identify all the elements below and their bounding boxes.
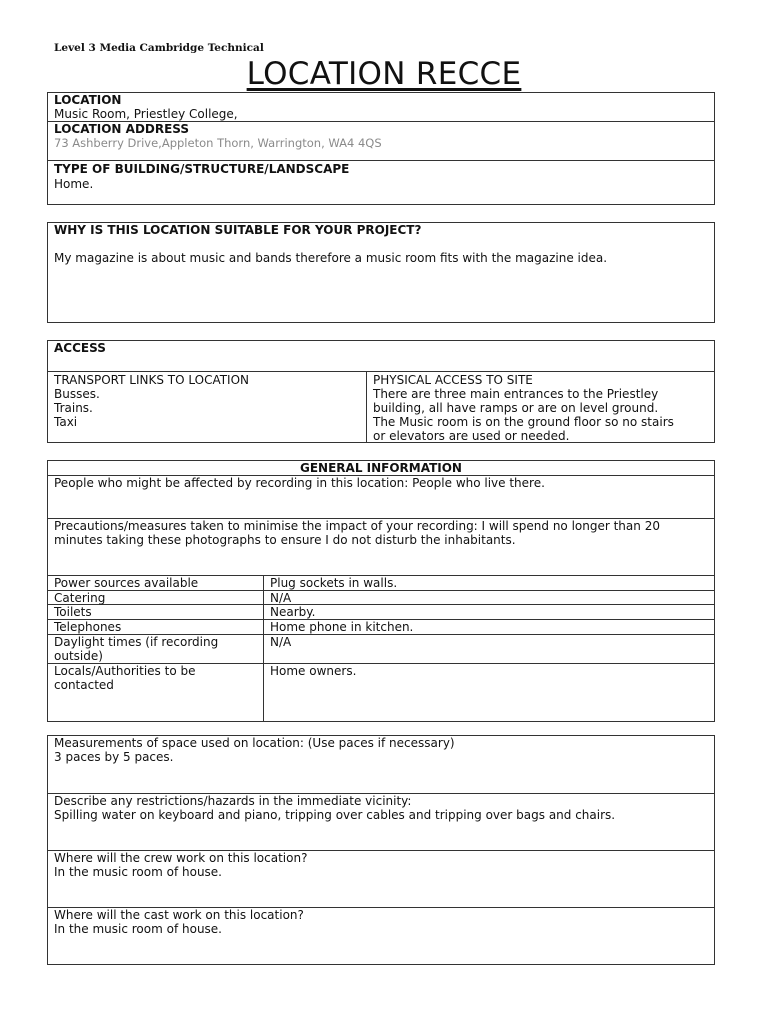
cast-label: Where will the cast work on this location? — [54, 908, 304, 922]
crew-label: Where will the crew work on this location? — [54, 851, 308, 865]
column-divider — [263, 575, 264, 722]
info-row-value: Home owners. — [270, 664, 357, 678]
info-row-value: N/A — [270, 635, 292, 649]
suitability-label: WHY IS THIS LOCATION SUITABLE FOR YOUR PROJECT? — [54, 223, 422, 237]
suitability-section — [47, 222, 715, 323]
precautions-line: minutes taking these photographs to ensure I do not disturb the inhabitants. — [54, 533, 516, 547]
transport-line: Taxi — [54, 415, 78, 429]
physical-access-line: or elevators are used or needed. — [373, 429, 570, 443]
transport-line: Busses. — [54, 387, 100, 401]
info-row-label: outside) — [54, 649, 103, 663]
info-row-label: Catering — [54, 591, 106, 605]
precautions-line: Precautions/measures taken to minimise the impact of your recording: I will spend no longer than 20 — [54, 519, 660, 533]
info-row-label: contacted — [54, 678, 114, 692]
transport-label: TRANSPORT LINKS TO LOCATION — [54, 373, 250, 387]
physical-access-line: The Music room is on the ground floor so no stairs — [373, 415, 674, 429]
building-type-label: TYPE OF BUILDING/STRUCTURE/LANDSCAPE — [54, 162, 350, 176]
column-divider — [366, 371, 367, 443]
measurements-label: Measurements of space used on location: (Use paces if necessary) — [54, 736, 455, 750]
physical-access-label: PHYSICAL ACCESS TO SITE — [373, 373, 533, 387]
general-info-section — [47, 460, 715, 722]
divider — [47, 604, 715, 605]
suitability-value: My magazine is about music and bands therefore a music room fits with the magazine idea. — [54, 251, 608, 265]
info-row-label: Locals/Authorities to be — [54, 664, 196, 678]
info-row-value: Nearby. — [270, 605, 316, 619]
info-row-label: Daylight times (if recording — [54, 635, 219, 649]
info-row-label: Telephones — [54, 620, 122, 634]
course-header: Level 3 Media Cambridge Technical — [54, 42, 264, 54]
location-address-label: LOCATION ADDRESS — [54, 122, 190, 136]
location-value: Music Room, Priestley College, — [54, 107, 238, 121]
info-row-value: Home phone in kitchen. — [270, 620, 414, 634]
physical-access-line: There are three main entrances to the Priestley — [373, 387, 659, 401]
info-row-label: Power sources available — [54, 576, 199, 590]
location-label: LOCATION — [54, 93, 122, 107]
measurements-value: 3 paces by 5 paces. — [54, 750, 174, 764]
info-row-value: N/A — [270, 591, 292, 605]
hazards-label: Describe any restrictions/hazards in the immediate vicinity: — [54, 794, 412, 808]
cast-value: In the music room of house. — [54, 922, 222, 936]
building-type-value: Home. — [54, 177, 94, 191]
transport-line: Trains. — [54, 401, 93, 415]
access-label: ACCESS — [54, 341, 106, 355]
page-title: LOCATION RECCE — [246, 56, 522, 92]
info-row-label: Toilets — [54, 605, 92, 619]
divider — [47, 590, 715, 591]
physical-access-line: building, all have ramps or are on level ground. — [373, 401, 659, 415]
info-row-value: Plug sockets in walls. — [270, 576, 398, 590]
divider — [47, 160, 715, 161]
general-info-heading: GENERAL INFORMATION — [300, 461, 462, 475]
location-address-value: 73 Ashberry Drive,Appleton Thorn, Warrington, WA4 4QS — [54, 136, 382, 150]
affected-people: People who might be affected by recording in this location: People who live there. — [54, 476, 545, 490]
hazards-value: Spilling water on keyboard and piano, tripping over cables and tripping over bags and chairs. — [54, 808, 616, 822]
divider — [47, 371, 715, 372]
crew-value: In the music room of house. — [54, 865, 222, 879]
